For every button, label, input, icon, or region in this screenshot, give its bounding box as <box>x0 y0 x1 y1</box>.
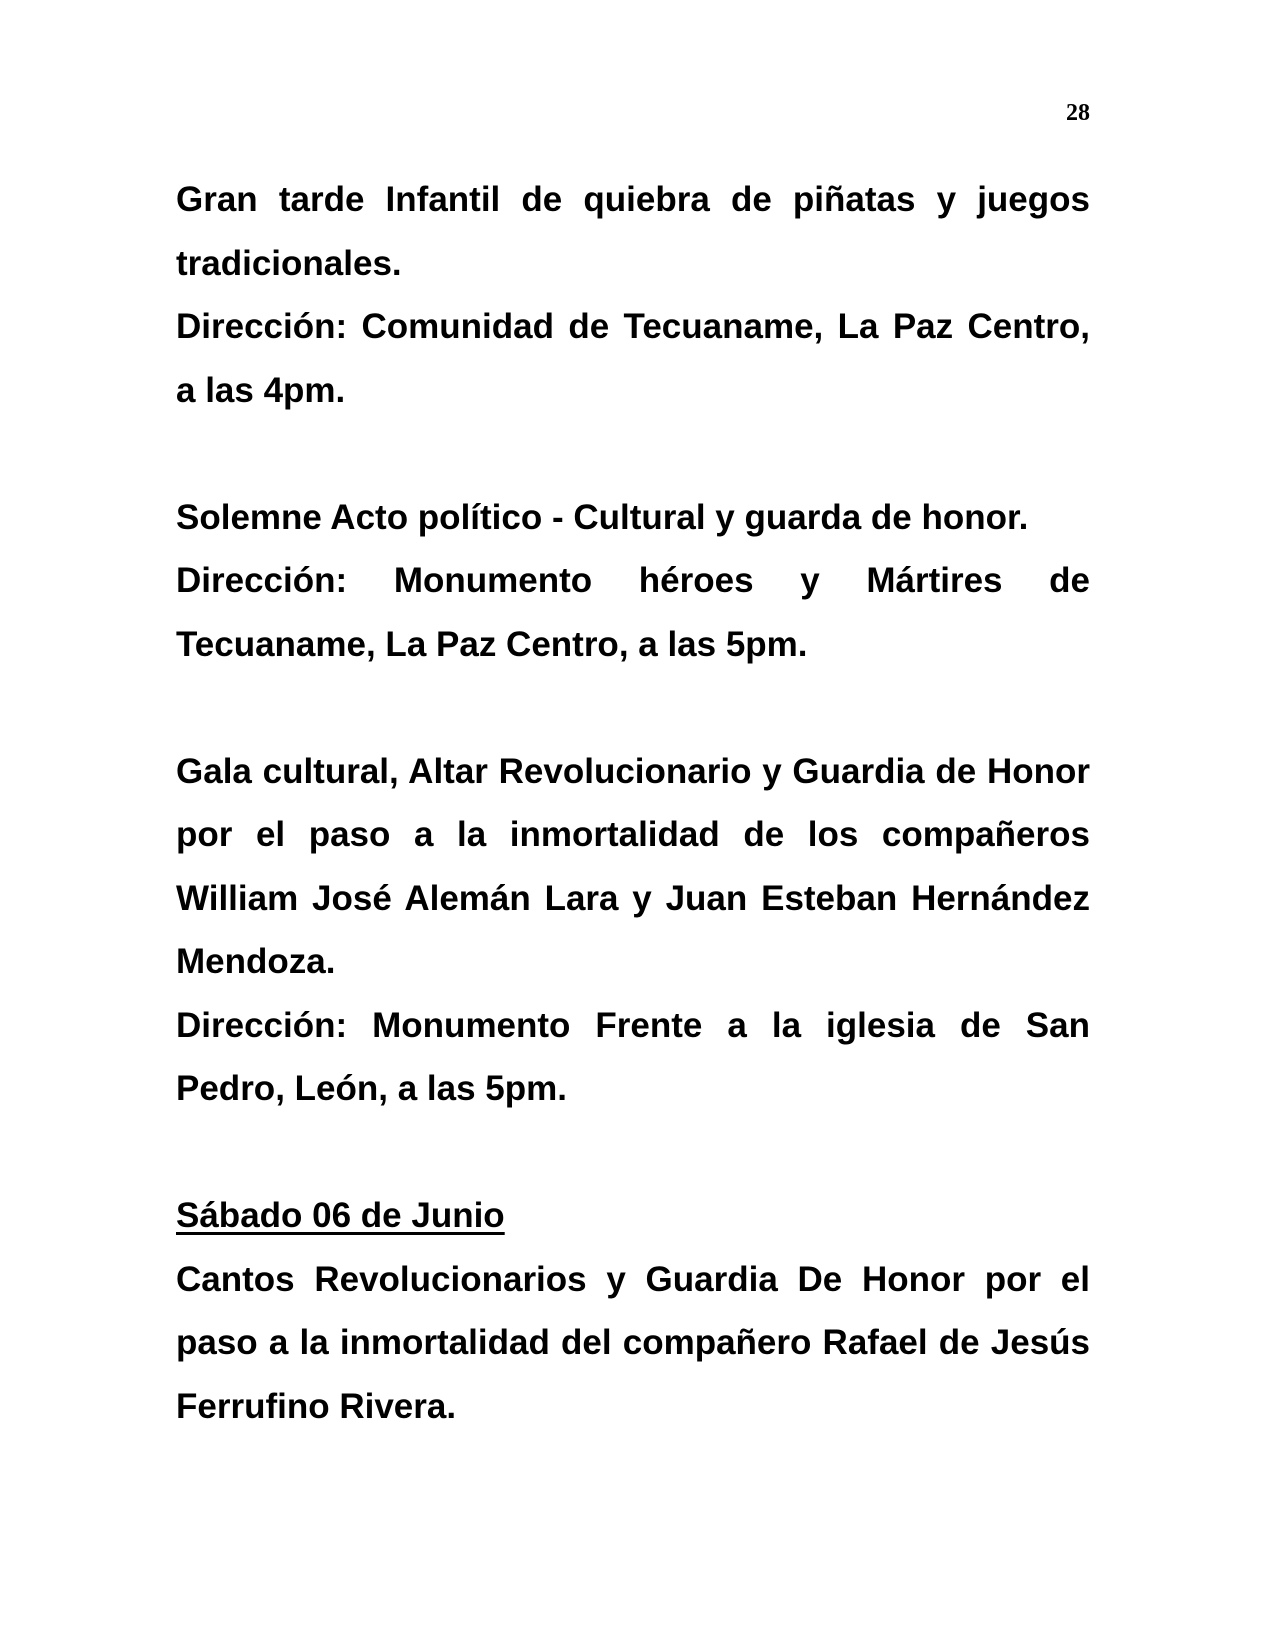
event-1-description: Gran tarde Infantil de quiebra de piñatas y juegos tradicionales. <box>176 180 1090 283</box>
day-heading: Sábado 06 de Junio <box>176 1196 505 1235</box>
document-body <box>176 168 1090 1438</box>
event-2-description: Solemne Acto político - Cultural y guarda de honor. <box>176 497 1029 537</box>
day-event-description: Cantos Revolucionarios y Guardia De Honor por el paso a la inmortalidad del compañero Rafael de Jesús Ferrufino Rivera. <box>176 1259 1090 1426</box>
page-number: 28 <box>1066 100 1090 126</box>
event-3-description: Gala cultural, Altar Revolucionario y Guardia de Honor por el paso a la inmortalidad de los compañeros William José Alemán Lara y Juan Esteban Hernández Mendoza. <box>176 751 1090 981</box>
event-3-address: Dirección: Monumento Frente a la iglesia de San Pedro, León, a las 5pm. <box>176 1005 1090 1108</box>
event-2-address: Dirección: Monumento héroes y Mártires de Tecuaname, La Paz Centro, a las 5pm. <box>176 561 1090 664</box>
event-1-address: Dirección: Comunidad de Tecuaname, La Paz Centro, a las 4pm. <box>176 307 1090 410</box>
